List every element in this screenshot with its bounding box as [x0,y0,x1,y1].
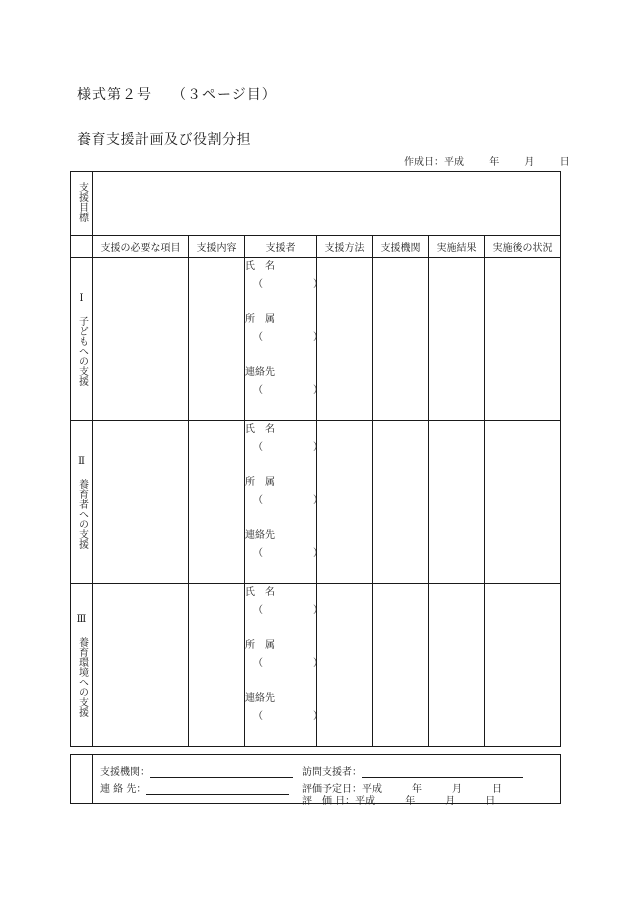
visitor-field[interactable] [302,763,523,778]
agency-label: 支援機関： [100,767,150,778]
section-row-environment [71,584,561,747]
contact-field[interactable] [100,780,289,795]
content-cell[interactable] [189,584,245,747]
document-title: 養育支援計画及び役割分担 [77,132,251,148]
contact-label: 連 絡 先： [100,784,147,795]
section-label-cell [71,421,93,584]
result-cell[interactable] [429,584,485,747]
result-cell[interactable] [429,258,485,421]
supporter-cell[interactable] [245,421,323,584]
supporter-affiliation-label: 所 属 [245,314,275,325]
footer-info-cell [93,755,561,807]
header-needed-items: 支援の必要な項目 [93,236,189,258]
section-label: 養育者への支援 [76,478,88,549]
header-agency: 支援機関 [373,236,429,258]
supporter-affiliation-field[interactable]: （ ） [253,658,323,669]
goal-row [71,172,561,236]
created-date-day: 日 [559,157,570,168]
supporter-name-label: 氏 名 [245,424,275,435]
supporter-affiliation-field[interactable]: （ ） [253,495,323,506]
goal-label-cell [71,172,93,236]
supporter-contact-label: 連絡先 [245,693,275,704]
header-supporter: 支援者 [245,236,317,258]
after-status-cell[interactable] [485,421,561,584]
needed-items-cell[interactable] [93,258,189,421]
supporter-affiliation-label: 所 属 [245,640,275,651]
planned-eval-label: 評価予定日：平成 [302,784,382,795]
planned-eval-day: 日 [492,784,502,795]
needed-items-cell[interactable] [93,421,189,584]
footer-table [70,754,561,807]
supporter-name-label: 氏 名 [245,261,275,272]
needed-items-cell[interactable] [93,584,189,747]
supporter-name-label: 氏 名 [245,587,275,598]
after-status-cell[interactable] [485,258,561,421]
form-id-text: 様式第２号 [77,87,152,103]
supporter-contact-label: 連絡先 [245,367,275,378]
method-cell[interactable] [317,584,373,747]
supporter-affiliation-field[interactable]: （ ） [253,332,323,343]
supporter-contact-field[interactable]: （ ） [253,711,323,722]
goal-input[interactable] [93,172,561,236]
method-cell[interactable] [317,258,373,421]
section-roman: Ⅰ [79,292,84,304]
supporter-cell[interactable] [245,258,323,421]
after-status-cell[interactable] [485,584,561,747]
supporter-contact-field[interactable]: （ ） [253,548,323,559]
agency-cell[interactable] [373,584,429,747]
content-cell[interactable] [189,258,245,421]
header-corner [71,236,93,258]
section-roman: Ⅲ [76,613,87,625]
supporter-cell[interactable] [245,584,323,747]
page-note: （３ページ目） [172,87,277,103]
section-label-cell [71,258,93,421]
header-after-status: 実施後の状況 [485,236,561,258]
supporter-affiliation-label: 所 属 [245,477,275,488]
footer-blank-cell [71,755,93,804]
supporter-name-field[interactable]: （ ） [253,605,323,616]
section-label: 子どもへの支援 [76,315,88,386]
planned-eval-year: 年 [412,784,422,795]
section-label-cell [71,584,93,747]
section-label: 養育環境への支援 [76,636,88,717]
method-cell[interactable] [317,421,373,584]
eval-label: 評 価 日：平成 [302,796,376,807]
header-content: 支援内容 [189,236,245,258]
header-result: 実施結果 [429,236,485,258]
eval-day: 日 [485,796,496,807]
result-cell[interactable] [429,421,485,584]
form-number [77,84,277,104]
section-row-child [71,258,561,421]
header-row [71,236,561,258]
supporter-name-field[interactable]: （ ） [253,442,323,453]
created-date [404,153,570,168]
created-date-label: 作成日：平成 [404,157,464,168]
agency-field[interactable] [100,763,293,778]
eval-month: 月 [445,796,456,807]
content-cell[interactable] [189,421,245,584]
eval-year: 年 [405,796,416,807]
supporter-name-field[interactable]: （ ） [253,279,323,290]
supporter-contact-field[interactable]: （ ） [253,385,323,396]
support-plan-table [70,171,561,747]
agency-cell[interactable] [373,258,429,421]
goal-label: 支援目標 [76,182,88,222]
section-roman: Ⅱ [78,455,85,467]
eval-date[interactable] [302,792,495,807]
planned-eval-month: 月 [452,784,462,795]
supporter-contact-label: 連絡先 [245,530,275,541]
section-row-guardian [71,421,561,584]
created-date-year: 年 [489,157,500,168]
header-method: 支援方法 [317,236,373,258]
agency-cell[interactable] [373,421,429,584]
visitor-label: 訪問支援者： [302,767,362,778]
created-date-month: 月 [524,157,535,168]
